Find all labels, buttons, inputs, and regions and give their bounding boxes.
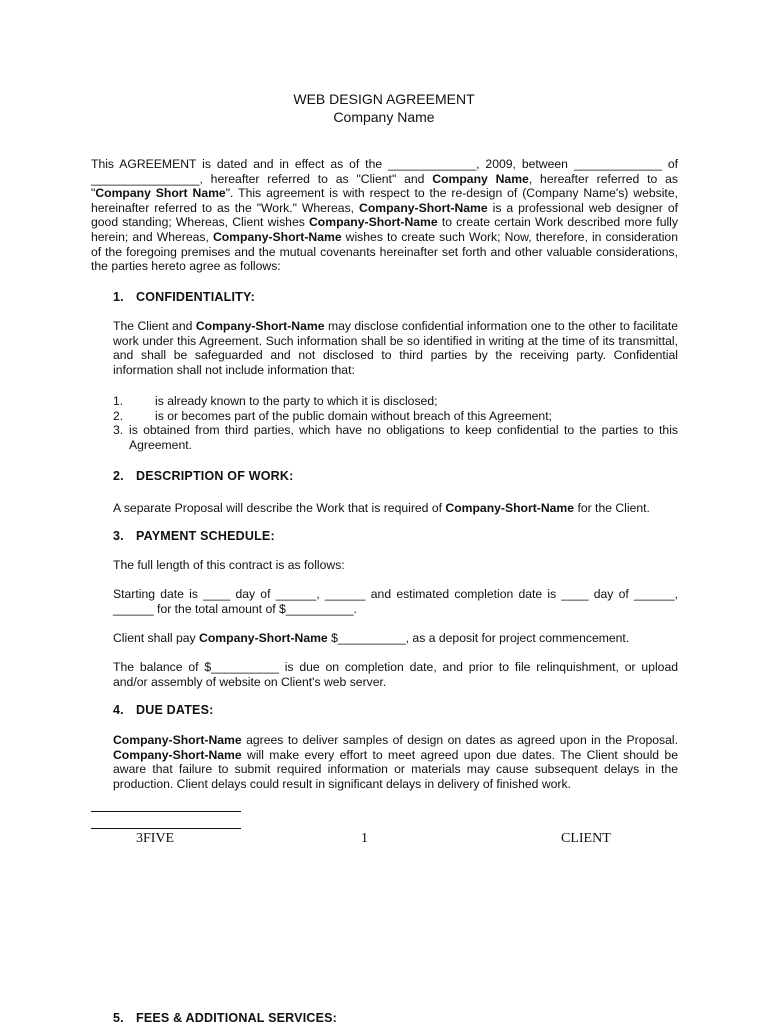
- payment-line-contract-length: The full length of this contract is as follows:: [113, 558, 345, 572]
- section-heading-confidentiality: 1. CONFIDENTIALITY:: [113, 290, 255, 304]
- footer-right-label: CLIENT: [561, 831, 611, 846]
- section-heading-fees: 5. FEES & ADDITIONAL SERVICES:: [113, 1011, 338, 1025]
- confidentiality-paragraph: The Client and Company-Short-Name may disclose confidential information one to the other to facilitate work under this Agreement. Such information shall be so identified in writing at the time of its transmittal, and shall be safeguarded and not disclosed to third parties by the receiving party. Confidential information shall not include information that:: [113, 319, 678, 377]
- footer-left-label: 3FIVE: [136, 831, 175, 846]
- document-title: WEB DESIGN AGREEMENT: [293, 91, 475, 107]
- list-item: 2. is or becomes part of the public domain without breach of this Agreement;: [113, 408, 552, 423]
- payment-line-deposit: Client shall pay Company-Short-Name $__________, as a deposit for project commencement.: [113, 631, 630, 645]
- payment-line-dates: Starting date is ____ day of ______, ______ and estimated completion date is ____ day of ______, ______ for the total amount of $__________.: [113, 587, 678, 616]
- section-heading-payment-schedule: 3. PAYMENT SCHEDULE:: [113, 529, 275, 543]
- list-item: 1. is already known to the party to which it is disclosed;: [113, 394, 438, 408]
- intro-paragraph: This AGREEMENT is dated and in effect as of the _____________, 2009, between _____________ of ________________, hereafter referred to as "Client" and Company Name, hereafter referred to as "Company Short Name". This agreement is with respect to the re-design of (Company Name's) website, hereinafter referred to as the "Work." Whereas, Company-Short-Name is a professional web designer of good standing; Whereas, Client wishes Company-Short-Name to create certain Work described more fully herein; and Whereas, Company-Short-Name wishes to create such Work; Now, therefore, in consideration of the foregoing premises and the mutual covenants hereinafter set forth and other valuable considerations, the parties hereto agree as follows:: [91, 157, 679, 274]
- description-paragraph: A separate Proposal will describe the Work that is required of Company-Short-Name for the Client.: [113, 501, 650, 515]
- section-heading-description-of-work: 2. DESCRIPTION OF WORK:: [113, 469, 294, 483]
- signature-line: [91, 811, 241, 812]
- document-subtitle: Company Name: [333, 109, 435, 125]
- list-item: 3. is obtained from third parties, which have no obligations to keep confidential to the parties to this Agreement.: [113, 423, 678, 452]
- payment-line-balance: The balance of $__________ is due on completion date, and prior to file relinquishment, or upload and/or assembly of website on Client's web server.: [113, 660, 678, 689]
- confidentiality-list: [113, 394, 678, 452]
- signature-line: [91, 828, 241, 829]
- page-number: 1: [361, 831, 368, 846]
- section-heading-due-dates: 4. DUE DATES:: [113, 703, 214, 717]
- due-dates-paragraph: Company-Short-Name agrees to deliver samples of design on dates as agreed upon in the Proposal. Company-Short-Name will make every effort to meet agreed upon due dates. The Client should be aware that failure to submit required information or materials may cause subsequent delays in the production. Client delays could result in significant delays in delivery of finished work.: [113, 733, 678, 791]
